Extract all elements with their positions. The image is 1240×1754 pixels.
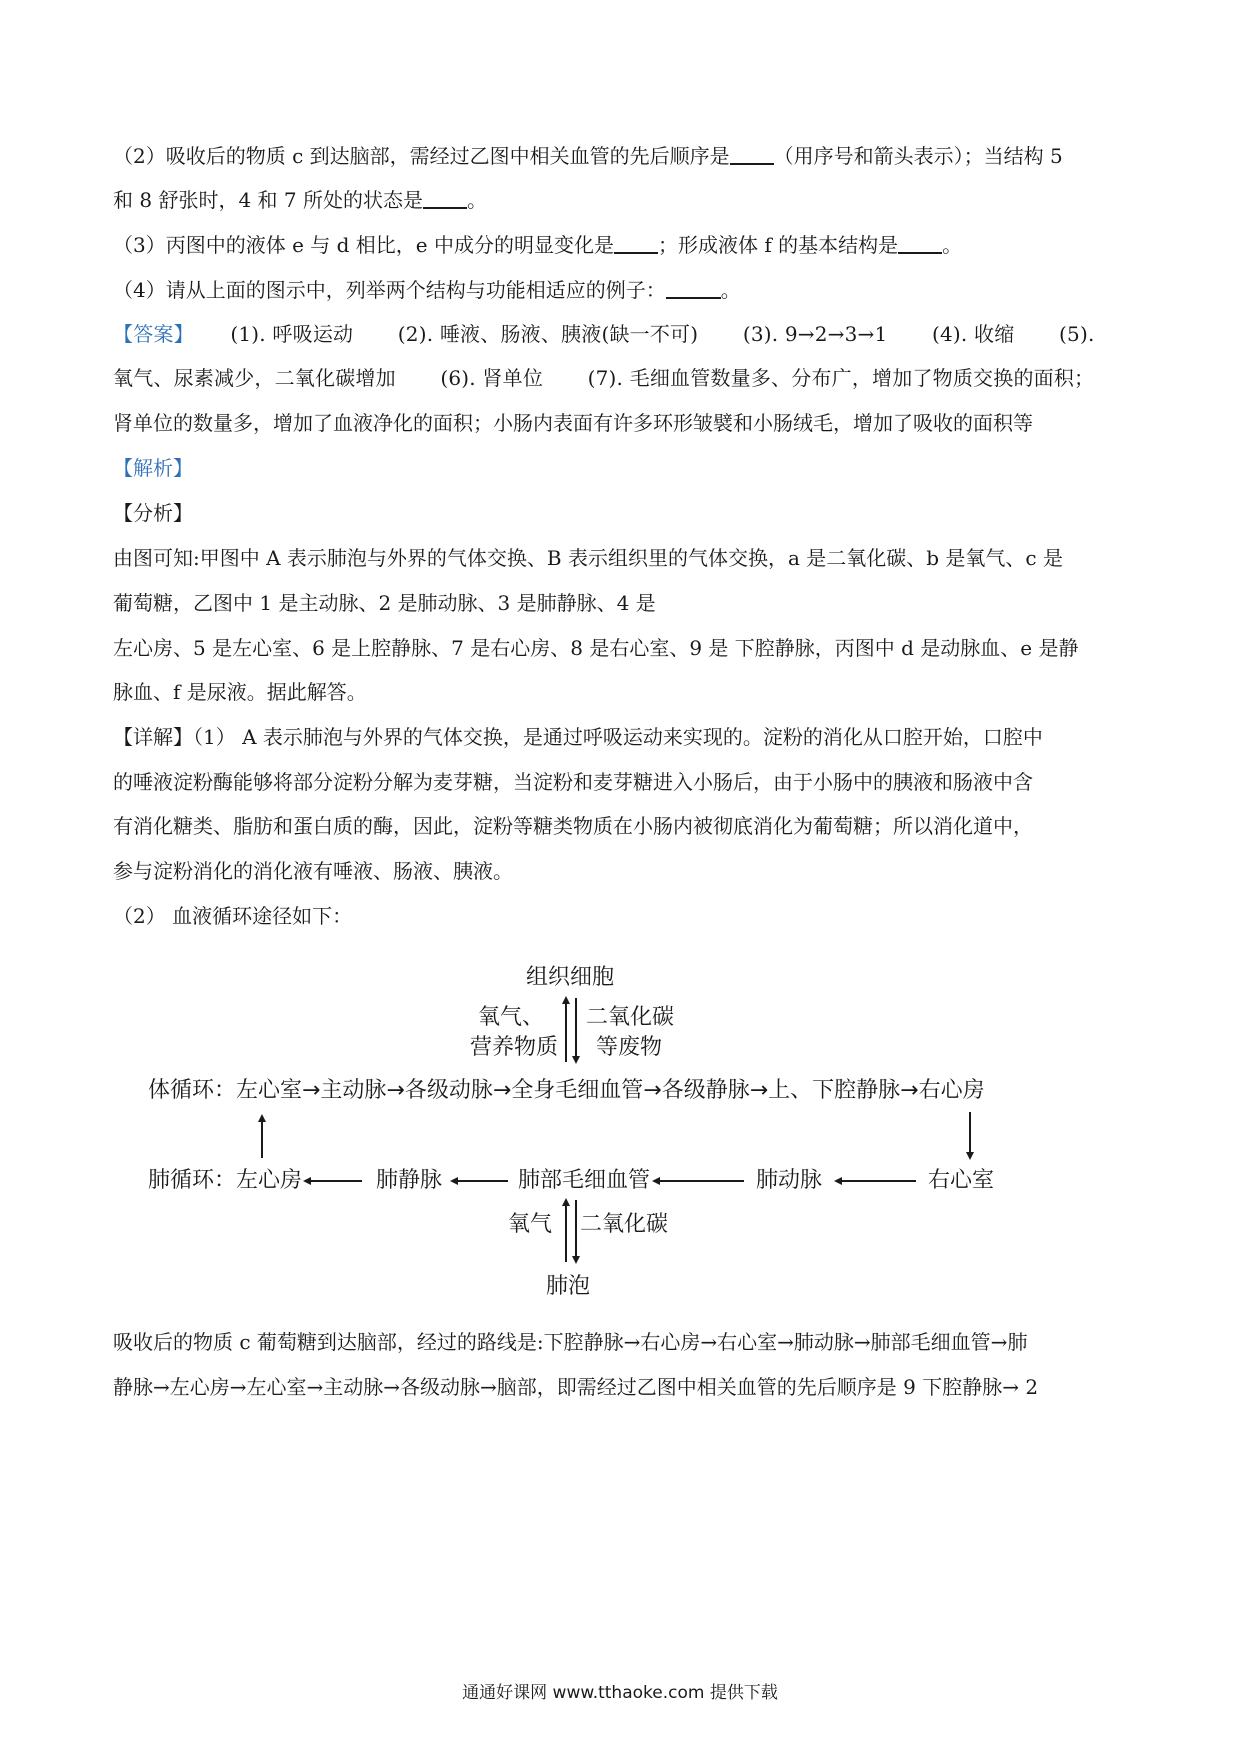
answer-3: (3). 9→2→3→1 — [742, 322, 888, 346]
question-2-text-2: 和 8 舒张时，4 和 7 所处的状态是 — [113, 188, 423, 212]
analysis-label: 【解析】 — [113, 456, 193, 480]
co2-waste-label-1: 二氧化碳 — [586, 1005, 675, 1030]
answer-6: (6). 肾单位 — [440, 366, 544, 390]
question-3-text-mid: ；形成液体 f 的基本结构是 — [658, 233, 899, 257]
question-2-line2 — [113, 186, 1133, 214]
question-3-text: （3）丙图中的液体 e 与 d 相比，e 中成分的明显变化是 — [113, 233, 614, 257]
systemic-circulation: 体循环：左心室→主动脉→各级动脉→全身毛细血管→各级静脉→上、下腔静脉→右心房 — [148, 1078, 985, 1103]
answer-blank — [730, 145, 774, 165]
detail-q2-intro: （2） 血液循环途径如下： — [113, 904, 353, 928]
answer-5: 氧气、尿素减少，二氧化碳增加 — [113, 366, 396, 390]
detail-line-3: 有消化糖类、脂肪和蛋白质的酶，因此，淀粉等糖类物质在小肠内被彻底消化为葡萄糖；所以消化道中， — [113, 814, 1033, 838]
answer-blank — [423, 189, 467, 209]
answer-line-3: 肾单位的数量多，增加了血液净化的面积；小肠内表面有许多环形皱襞和小肠绒毛，增加了吸收的面积等 — [113, 411, 1033, 435]
punctuation: 。 — [942, 233, 963, 257]
answer-blank — [666, 279, 721, 299]
answer-5-number: (5). — [1059, 322, 1095, 346]
answer-blank — [898, 234, 942, 254]
pulmonary-vein-label: 肺静脉 — [376, 1168, 443, 1193]
answer-line-2 — [113, 364, 1133, 392]
detail-label: 【详解】 — [113, 725, 193, 749]
detail-line-2: 的唾液淀粉酶能够将部分淀粉分解为麦芽糖，当淀粉和麦芽糖进入小肠后，由于小肠中的胰液和肠液中含 — [113, 770, 1033, 794]
answer-7: (7). 毛细血管数量多、分布广，增加了物质交换的面积； — [587, 366, 1095, 390]
pulmonary-capillary-label: 肺部毛细血管 — [518, 1168, 651, 1193]
question-4-line — [113, 276, 1133, 304]
page-footer: 通通好课网 www.tthaoke.com 提供下载 — [462, 1683, 778, 1703]
detail-line-1 — [113, 723, 1133, 751]
oxygen-nutrient-label-1: 氧气、 — [478, 1005, 545, 1030]
alveoli-label: 肺泡 — [546, 1274, 591, 1299]
punctuation: 。 — [466, 188, 487, 212]
final-line-1: 吸收后的物质 c 葡萄糖到达脑部，经过的路线是:下腔静脉→右心房→右心室→肺动脉→肺部毛细血管→肺 — [113, 1330, 1028, 1354]
detail-text: （1） A 表示肺泡与外界的气体交换，是通过呼吸运动来实现的。淀粉的消化从口腔开始，口腔中 — [193, 725, 1043, 749]
fenxi-label: 【分析】 — [113, 501, 193, 525]
detail-line-4: 参与淀粉消化的消化液有唾液、肠液、胰液。 — [113, 859, 513, 883]
right-ventricle-label: 右心室 — [928, 1168, 995, 1193]
fenxi-line-4: 脉血、f 是尿液。据此解答。 — [113, 680, 367, 704]
question-4-text: （4）请从上面的图示中，列举两个结构与功能相适应的例子： — [113, 278, 666, 302]
fenxi-line-3: 左心房、5 是左心室、6 是上腔静脉、7 是右心房、8 是右心室、9 是 下腔静脉，丙图中 d 是动脉血、e 是静 — [113, 636, 1079, 660]
punctuation: 。 — [720, 278, 741, 302]
question-2-text-tail: （用序号和箭头表示）；当结构 5 — [773, 144, 1063, 168]
answer-line-1 — [113, 320, 1133, 348]
co2-waste-label-2: 等废物 — [596, 1035, 663, 1060]
question-3-line — [113, 231, 1133, 259]
pulmonary-artery-label: 肺动脉 — [756, 1168, 823, 1193]
answer-label: 【答案】 — [113, 322, 194, 346]
question-2-line1 — [113, 142, 1133, 170]
co2-label: 二氧化碳 — [580, 1212, 669, 1237]
oxygen-label: 氧气 — [508, 1212, 553, 1237]
answer-blank — [614, 234, 658, 254]
fenxi-line-2: 葡萄糖，乙图中 1 是主动脉、2 是肺动脉、3 是肺静脉、4 是 — [113, 591, 656, 615]
tissue-cells-label: 组织细胞 — [526, 965, 615, 990]
answer-2: (2). 唾液、肠液、胰液(缺一不可) — [397, 322, 699, 346]
pulmonary-circulation-label: 肺循环：左心房 — [148, 1168, 303, 1193]
question-2-text: （2）吸收后的物质 c 到达脑部，需经过乙图中相关血管的先后顺序是 — [113, 144, 730, 168]
answer-4: (4). 收缩 — [932, 322, 1015, 346]
answer-1: (1). 呼吸运动 — [230, 322, 354, 346]
fenxi-line-1: 由图可知:甲图中 A 表示肺泡与外界的气体交换、B 表示组织里的气体交换，a 是二氧化碳、b 是氧气、c 是 — [113, 546, 1063, 570]
final-line-2: 静脉→左心房→左心室→主动脉→各级动脉→脑部，即需经过乙图中相关血管的先后顺序是 9 下腔静脉→ 2 — [113, 1375, 1039, 1399]
oxygen-nutrient-label-2: 营养物质 — [470, 1035, 559, 1060]
